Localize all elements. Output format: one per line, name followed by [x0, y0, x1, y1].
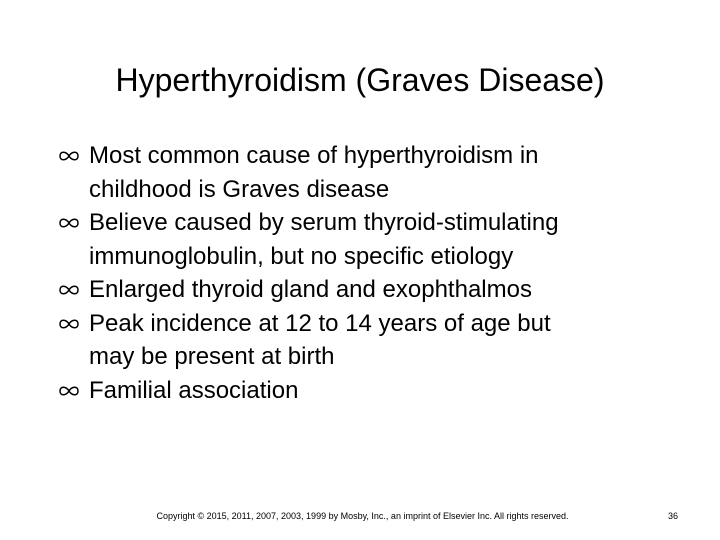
bullet-item: [58, 374, 678, 408]
bullet-line: immunoglobulin, but no specific etiology: [89, 242, 514, 270]
infinity-icon: [58, 217, 80, 229]
bullet-line: Enlarged thyroid gland and exophthalmos: [89, 276, 532, 303]
slide-title: Hyperthyroidism (Graves Disease): [115, 62, 605, 98]
infinity-icon: [58, 284, 80, 296]
bullet-item: [58, 139, 678, 206]
page-number: 36: [667, 511, 678, 521]
bullet-item: [58, 273, 678, 307]
infinity-icon: [58, 318, 80, 330]
bullet-list: [58, 139, 678, 407]
bullet-item: [58, 307, 678, 374]
infinity-icon: [58, 385, 80, 397]
bullet-line: Most common cause of hyperthyroidism in: [89, 142, 539, 169]
bullet-line: childhood is Graves disease: [89, 175, 390, 203]
bullet-item: [58, 206, 678, 273]
bullet-line: may be present at birth: [89, 343, 335, 370]
bullet-line: Peak incidence at 12 to 14 years of age but: [89, 309, 551, 337]
infinity-icon: [58, 150, 80, 162]
bullet-line: Familial association: [89, 376, 299, 404]
footer-copyright: Copyright © 2015, 2011, 2007, 2003, 1999 by Mosby, Inc., an imprint of Elsevier Inc. All rights reserved.: [156, 511, 569, 521]
bullet-line: Believe caused by serum thyroid-stimulating: [89, 209, 559, 236]
